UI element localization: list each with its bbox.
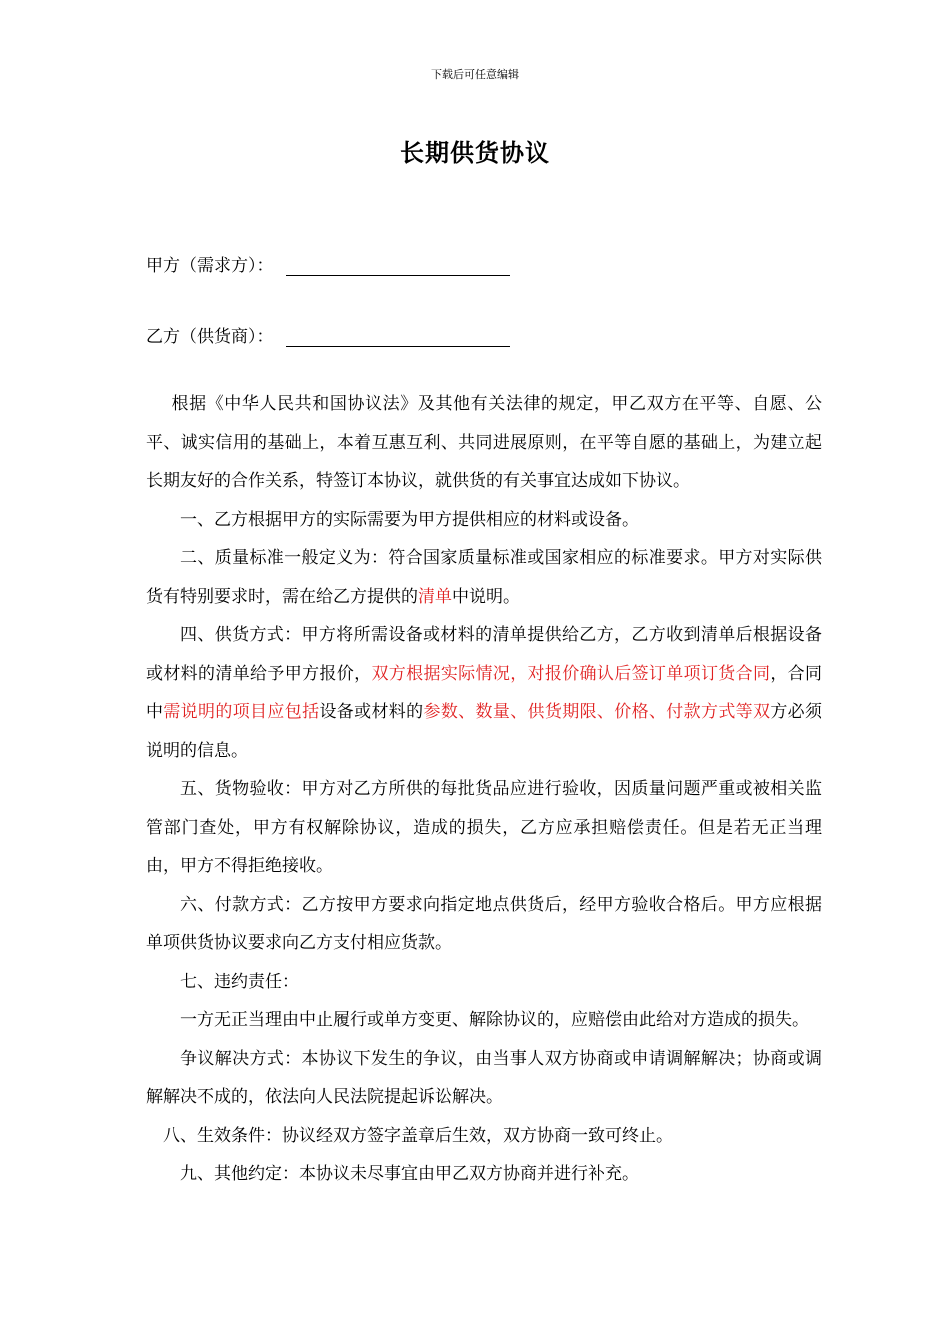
clause-6: 六、付款方式：乙方按甲方要求向指定地点供货后，经甲方验收合格后。甲方应根据单项供货协议要求向乙方支付相应货款。 [146,894,822,953]
agreement-body [146,385,822,1194]
header-note: 下载后可任意编辑 [431,68,519,81]
clause-4-text-e: 设备或材料的 [319,702,424,722]
clause-1: 一、乙方根据甲方的实际需要为甲方提供相应的材料或设备。 [180,509,639,530]
party-a-line [146,251,510,276]
clause-2-text-c: 中说明。 [452,586,520,607]
clause-5: 五、货物验收：甲方对乙方所供的每批货品应进行验收，因质量问题严重或被相关监管部门查处，甲方有权解除协议，造成的损失，乙方应承担赔偿责任。但是若无正当理由，甲方不得拒绝接收。 [146,779,822,876]
clause-7-body: 一方无正当理由中止履行或单方变更、解除协议的，应赔偿由此给对方造成的损失。 [180,1010,809,1030]
clause-4-text-g: 方必须说明的信息。 [146,702,823,761]
clause-4-text-a: 四、供货方式：甲方将所需设备或材料的清单提供给乙方，乙方收到清单后根据设备或材料的清单给予甲方报价， [146,625,822,684]
clause-2-text-a: 二、质量标准一般定义为：符合国家质量标准或国家相应的标准要求。甲方对实际供货有特别要求时，需在给乙方提供的 [146,548,822,607]
clause-9: 九、其他约定：本协议未尽事宜由甲乙双方协商并进行补充。 [180,1164,639,1184]
clause-4-highlight-1: 双方根据实际情况，对报价确认后签订单项订货合同 [371,663,771,684]
clause-4 [146,616,822,770]
clause-7-dispute: 争议解决方式：本协议下发生的争议，由当事人双方协商或申请调解解决；协商或调解解决不成的，依法向人民法院提起诉讼解决。 [146,1048,822,1107]
clause-4-text-c: ，合同中 [146,663,823,722]
party-b-blank [286,326,510,347]
party-a-label: 甲方（需求方）： [146,256,274,276]
clause-4-highlight-2: 需说明的项目应包括 [163,702,320,722]
intro-paragraph: 根据《中华人民共和国协议法》及其他有关法律的规定，甲乙双方在平等、自愿、公平、诚实信用的基础上，本着互惠互利、共同进展原则，在平等自愿的基础上，为建立起长期友好的合作关系，特签订本协议，就供货的有关事宜达成如下协议。 [146,394,822,491]
clause-8: 八、生效条件：协议经双方签字盖章后生效，双方协商一致可终止。 [163,1125,673,1146]
clause-7-title: 七、违约责任： [180,971,299,992]
clause-2 [146,539,822,616]
clause-4-highlight-3: 参数、数量、供货期限、价格、付款方式等双 [423,702,771,722]
document-title: 长期供货协议 [400,138,550,167]
party-a-blank [286,255,510,276]
party-b-line [146,322,510,347]
clause-2-highlight: 清单 [418,586,452,607]
party-b-label: 乙方（供货商）： [146,327,274,347]
